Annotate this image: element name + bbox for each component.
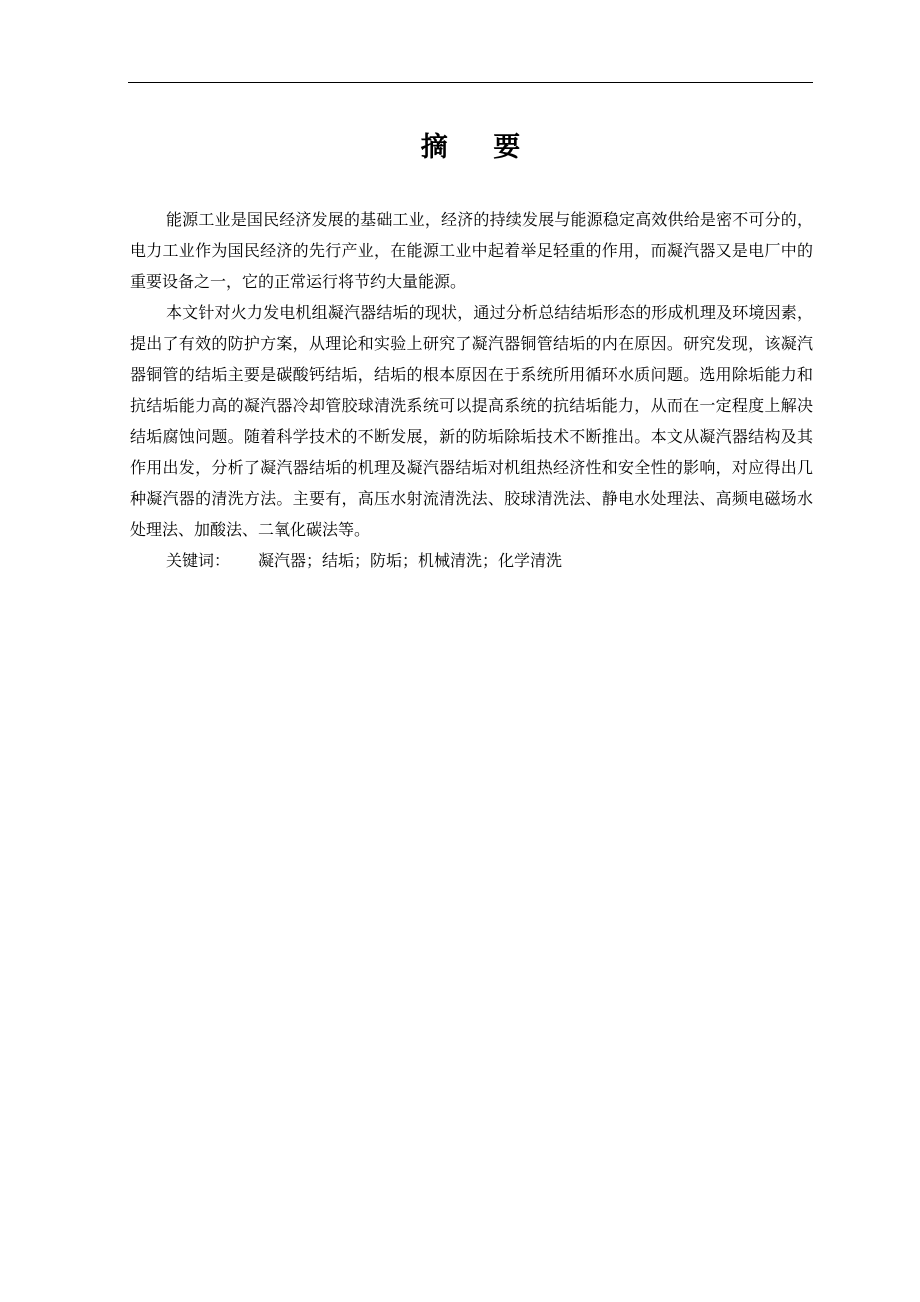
abstract-body	[130, 204, 813, 576]
keywords-line	[130, 545, 813, 576]
keywords-label: 关键词：	[166, 551, 231, 570]
abstract-paragraph-2: 本文针对火力发电机组凝汽器结垢的现状，通过分析总结结垢形态的形成机理及环境因素，提出了有效的防护方案，从理论和实验上研究了凝汽器铜管结垢的内在原因。研究发现，该凝汽器铜管的结垢主要是碳酸钙结垢，结垢的根本原因在于系统所用循环水质问题。选用除垢能力和抗结垢能力高的凝汽器冷却管胶球清洗系统可以提高系统的抗结垢能力，从而在一定程度上解决结垢腐蚀问题。随着科学技术的不断发展，新的防垢除垢技术不断推出。本文从凝汽器结构及其作用出发，分析了凝汽器结垢的机理及凝汽器结垢对机组热经济性和安全性的影响，对应得出几种凝汽器的清洗方法。主要有，高压水射流清洗法、胶球清洗法、静电水处理法、高频电磁场水处理法、加酸法、二氧化碳法等。	[130, 303, 813, 539]
header-rule	[128, 82, 813, 83]
keywords-value: 凝汽器；结垢；防垢；机械清洗；化学清洗	[258, 551, 563, 570]
abstract-paragraph-1: 能源工业是国民经济发展的基础工业，经济的持续发展与能源稳定高效供给是密不可分的，电力工业作为国民经济的先行产业，在能源工业中起着举足轻重的作用，而凝汽器又是电厂中的重要设备之一，它的正常运行将节约大量能源。	[130, 210, 813, 291]
page-title: 摘 要	[420, 132, 539, 163]
